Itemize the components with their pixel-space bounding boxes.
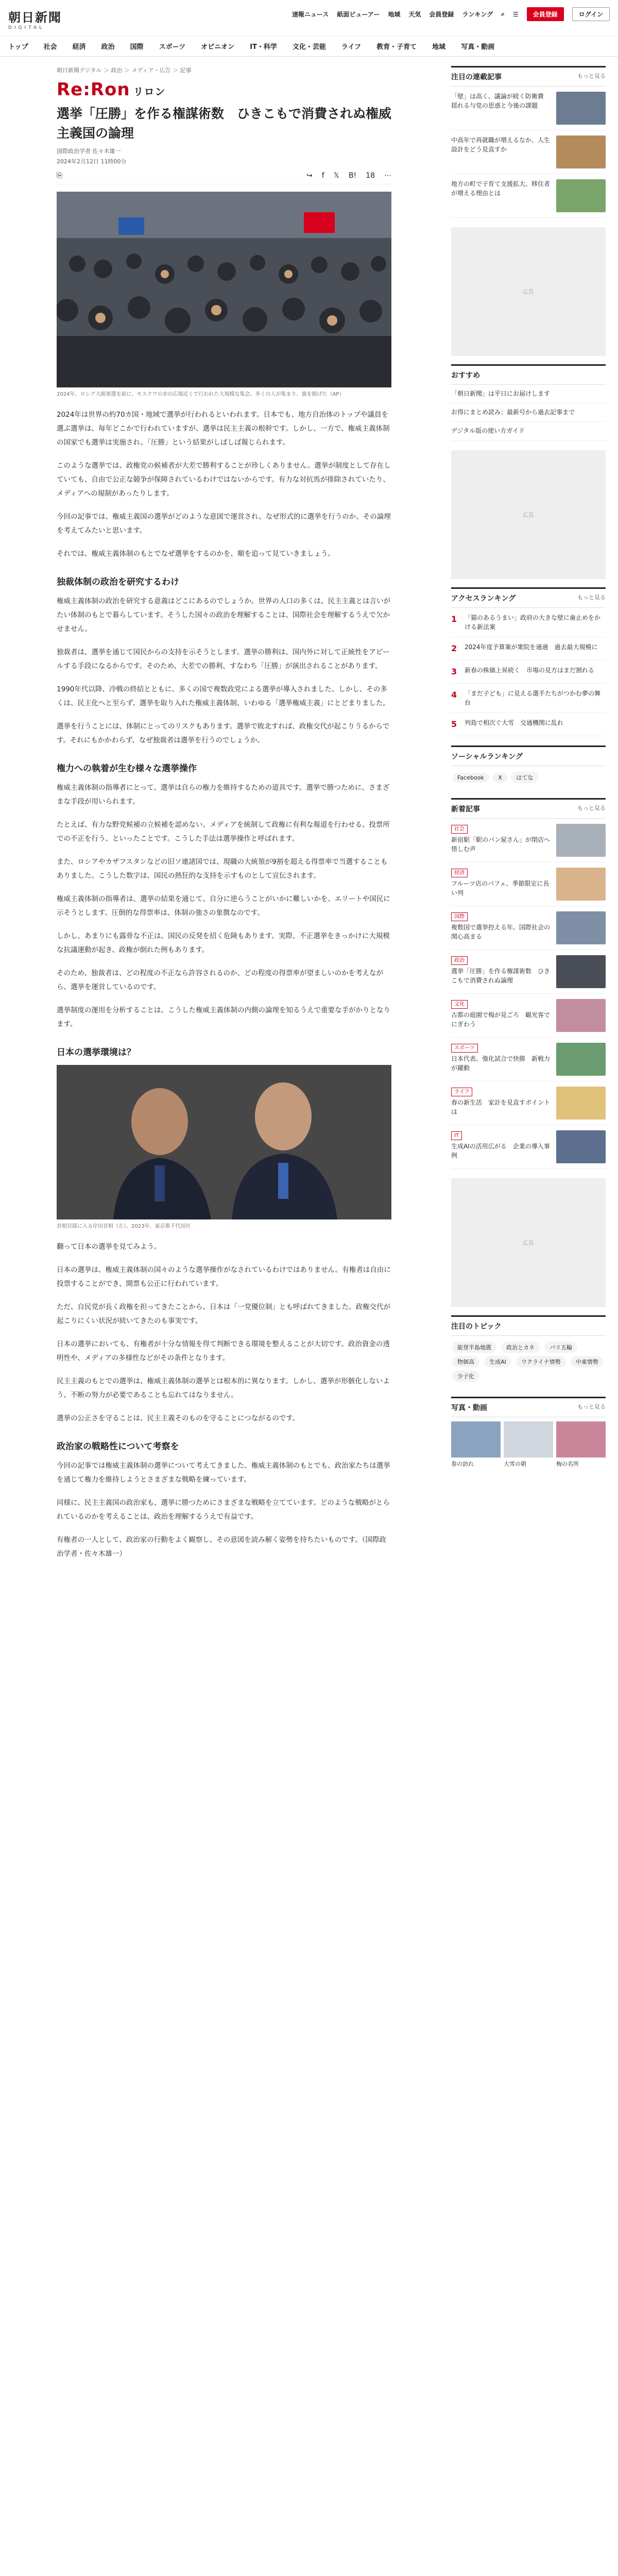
recommend-item[interactable]: 「朝日新聞」は平日にお届けします bbox=[451, 385, 606, 403]
breadcrumb[interactable]: 朝日新聞デジタル ＞ 政治 ＞ メディア・広告 ＞ 記事 bbox=[57, 67, 192, 74]
share-icon[interactable]: ↪ bbox=[306, 172, 313, 180]
menu-icon[interactable]: ☰ bbox=[512, 10, 519, 18]
site-logo[interactable] bbox=[8, 7, 70, 30]
paragraph: ただ、自民党が長く政権を担ってきたことから、日本は「一党優位制」とも呼ばれてきました。政権交代が起こりにくい状況が続いてきたのも事実です。 bbox=[57, 1303, 390, 1325]
paragraph: 民主主義のもとでの選挙は、権威主義体制の選挙とは根本的に異なります。しかし、選挙が形骸化しないよう、不断の努力が必要であることも忘れてはなりません。 bbox=[57, 1377, 390, 1399]
featured-header bbox=[451, 67, 606, 87]
rank-title: 「猫のあるうまい」政府の大きな壁に歯止めをかける新法案 bbox=[465, 614, 601, 631]
paragraph: そのため、独裁者は、どの程度の不正なら許容されるのか、どの程度の得票率が望ましいのかを考えながら、選挙を運営しているのです。 bbox=[57, 969, 383, 991]
paragraph: たとえば、有力な野党候補の立候補を認めない、メディアを統制して政権に有利な報道を行わせる、投票所での不正を行う、といったことです。こうした手法は選挙操作と呼ばれます。 bbox=[57, 821, 390, 843]
new-item-title: 古都の庭園で梅が見ごろ 観光客でにぎわう bbox=[451, 1011, 551, 1028]
rank-title: 新春の株価上昇続く 市場の見方はまだ割れる bbox=[465, 666, 595, 674]
topic-pill[interactable]: 能登半島地震 bbox=[452, 1342, 496, 1353]
topic-pill[interactable]: 少子化 bbox=[452, 1370, 479, 1382]
social-title: ソーシャルランキング bbox=[451, 752, 523, 761]
ad-slot[interactable]: 広告 bbox=[451, 1178, 606, 1307]
new-thumb bbox=[556, 999, 606, 1032]
featured-more-link[interactable]: もっと見る bbox=[577, 73, 606, 79]
new-tag: スポーツ bbox=[451, 1044, 478, 1053]
gnav-item[interactable]: スポーツ bbox=[159, 43, 186, 51]
topic-pill[interactable]: 生成AI bbox=[484, 1356, 511, 1367]
paragraph: 選挙を行うことには、体制にとってのリスクもあります。選挙で敗北すれば、政権交代が起こりうるからです。それにもかかわらず、なぜ独裁者は選挙を行うのでしょうか。 bbox=[57, 722, 390, 744]
topics-box bbox=[451, 1315, 606, 1387]
paragraph: 2024年は世界の約70カ国・地域で選挙が行われるといわれます。日本でも、地方自治体のトップや議員を選ぶ選挙は、毎年どこかで行われていますが、選挙は民主主義の根幹です。しかし、一方で、権威主義体制の国家でも選挙は実施され、「圧勝」という結果がしばしば報じられます。 bbox=[57, 411, 390, 447]
section-heading: 権力への執着が生む様々な選挙操作 bbox=[57, 764, 197, 774]
new-item-title: 春の新生活 家計を見直すポイントは bbox=[451, 1098, 551, 1115]
new-item[interactable] bbox=[451, 994, 606, 1038]
brand-sub: リロン bbox=[133, 86, 166, 98]
article-photo-2[interactable] bbox=[57, 1065, 391, 1219]
featured-thumb bbox=[556, 135, 606, 168]
article-main bbox=[57, 66, 391, 1570]
social-link-facebook[interactable]: Facebook bbox=[452, 773, 489, 783]
photo-card[interactable] bbox=[504, 1421, 553, 1468]
access-item[interactable] bbox=[451, 660, 606, 684]
top-link-viewer[interactable]: 紙面ビューアー bbox=[337, 11, 380, 18]
access-item[interactable] bbox=[451, 684, 606, 713]
new-item-title: 日本代表、強化試合で快勝 新戦力が躍動 bbox=[451, 1055, 551, 1072]
access-more-link[interactable]: もっと見る bbox=[577, 594, 606, 601]
rank-number: 2 bbox=[451, 643, 457, 653]
site-header bbox=[0, 0, 618, 57]
paragraph: また、ロシアやカザフスタンなどの旧ソ連諸国では、現職の大統領が9割を超える得票率で当選することもありました。こうした数字は、国民の熱狂的な支持を示すものとして宣伝されます。 bbox=[57, 858, 388, 880]
paragraph: しかし、あまりにも露骨な不正は、国民の反発を招く危険もあります。実際、不正選挙をきっかけに大規模な抗議運動が起き、政権が倒れた例もあります。 bbox=[57, 932, 390, 954]
new-tag: IT bbox=[451, 1131, 462, 1140]
new-thumb bbox=[556, 911, 606, 944]
paragraph: 翻って日本の選挙を見てみよう。 bbox=[57, 1243, 161, 1251]
social-link-hatena[interactable]: はてな bbox=[511, 772, 538, 783]
search-icon[interactable]: ⌕ bbox=[501, 10, 505, 18]
rank-number: 5 bbox=[451, 719, 457, 729]
photo-label: 大雪の朝 bbox=[504, 1460, 526, 1467]
featured-item[interactable] bbox=[451, 87, 606, 130]
subscribe-button[interactable]: 会員登録 bbox=[527, 7, 564, 21]
featured-title: 注目の連載記事 bbox=[451, 73, 502, 81]
section-heading: 政治家の戦略性について考察を bbox=[57, 1442, 179, 1452]
new-thumb bbox=[556, 824, 606, 857]
new-item[interactable] bbox=[451, 819, 606, 862]
new-thumb bbox=[556, 1043, 606, 1076]
gnav-item[interactable]: 国際 bbox=[130, 43, 144, 51]
paragraph: 今回の記事では、権威主義国の選挙がどのような意図で運営され、なぜ形式的に選挙を行うのか、その論理を考えてみたいと思います。 bbox=[57, 513, 391, 535]
byline-date: 2024年2月12日 11時00分 bbox=[57, 158, 127, 165]
photo-card[interactable] bbox=[451, 1421, 501, 1468]
paragraph: 権威主義体制の指導者は、選挙の結果を通じて、自分に逆らうことがいかに難しいかを、エリートや国民に示そうとします。圧倒的な得票率は、体制の強さの象徴なのです。 bbox=[57, 895, 390, 917]
gnav-item[interactable]: 教育・子育て bbox=[376, 43, 417, 51]
photo-title: 写真・動画 bbox=[451, 1403, 487, 1412]
photo-strip bbox=[451, 1417, 606, 1472]
new-tag: ライフ bbox=[451, 1088, 472, 1096]
new-item[interactable] bbox=[451, 862, 606, 906]
new-header bbox=[451, 800, 606, 819]
top-link-member[interactable]: 会員登録 bbox=[429, 11, 454, 18]
photo-caption: 2024年、ロシア大統領選を前に、モスクワの赤の広場近くで行われた大規模な集会。多くの人が集まり、旗を掲げた（AP） bbox=[57, 392, 345, 397]
paragraph: 同様に、民主主義国の政治家も、選挙に勝つためにさまざまな戦略を立てています。どのような戦略がとられているのかを考えることは、政治を理解するうえで有益です。 bbox=[57, 1499, 390, 1521]
access-item[interactable] bbox=[451, 637, 606, 660]
article-title: 選挙「圧勝」を作る権謀術数 ひきこもで消費されぬ権威主義国の論理 bbox=[57, 106, 392, 141]
section-heading: 独裁体制の政治を研究するわけ bbox=[57, 577, 179, 587]
featured-item-title: 「壁」は高く、議論が続く防衛費 揺れる与党の思惑と今後の課題 bbox=[451, 93, 550, 109]
social-header bbox=[451, 747, 606, 766]
paragraph: 1990年代以降、冷戦の終結とともに、多くの国で複数政党による選挙が導入されました。しかし、その多くは、民主化へと至らず、選挙を取り入れた権威主義体制、いわゆる「選挙権威主義」にとどまりました。 bbox=[57, 685, 390, 707]
new-tag: 国際 bbox=[451, 912, 468, 921]
photo-thumb bbox=[556, 1421, 606, 1458]
social-links bbox=[451, 766, 606, 789]
top-link-weather[interactable]: 天気 bbox=[408, 11, 421, 18]
new-thumb bbox=[556, 1130, 606, 1163]
section-heading: 日本の選挙環境は？ bbox=[57, 1047, 135, 1058]
logo-text: 朝日新聞 bbox=[8, 10, 62, 25]
crowd-image bbox=[57, 192, 391, 387]
social-ranking bbox=[451, 745, 606, 789]
photo-thumb bbox=[504, 1421, 553, 1458]
logo-sub: DIGITAL bbox=[8, 25, 45, 30]
top-link-region[interactable]: 地域 bbox=[388, 11, 401, 18]
access-header bbox=[451, 589, 606, 608]
gnav-item[interactable]: 地域 bbox=[432, 43, 446, 51]
recommend-box bbox=[451, 364, 606, 441]
top-nav bbox=[292, 7, 610, 21]
gnav-item[interactable]: ライフ bbox=[341, 43, 362, 51]
brand-name: Re:Ron bbox=[57, 79, 130, 100]
featured-item-title: 中高年で再就職が増えるなか、人生設計をどう見直すか bbox=[451, 137, 551, 153]
new-item[interactable] bbox=[451, 950, 606, 994]
topic-pill[interactable]: 政治とカネ bbox=[501, 1342, 540, 1353]
gnav-item[interactable]: 政治 bbox=[101, 43, 115, 51]
new-item-title: 新宿駅「駅のパン屋さん」が閉店へ 惜しむ声 bbox=[451, 836, 557, 853]
topics-list bbox=[451, 1336, 606, 1387]
gnav-item[interactable]: 社会 bbox=[43, 43, 57, 51]
byline-author: 国際政治学者 佐々木雄一 bbox=[57, 148, 121, 155]
hatena-icon[interactable]: B! bbox=[348, 172, 357, 180]
new-tag: 文化 bbox=[451, 1000, 468, 1009]
series-brand[interactable] bbox=[57, 79, 391, 100]
featured-thumb bbox=[556, 92, 606, 125]
paragraph: 独裁者は、選挙を通じて国民からの支持を示そうとします。選挙の勝利は、国内外に対して正統性をアピールする手段になるからです。そのため、大差での勝利、すなわち「圧勝」が演出されることがあります。 bbox=[57, 648, 390, 670]
access-item[interactable] bbox=[451, 713, 606, 736]
paragraph: それでは、権威主義体制のもとでなぜ選挙をするのかを、順を追って見ていきましょう。 bbox=[57, 550, 335, 558]
topic-pill[interactable]: パリ五輪 bbox=[544, 1342, 577, 1353]
new-more-link[interactable]: もっと見る bbox=[577, 804, 606, 811]
paragraph: 選挙制度の運用を分析することは、こうした権威主義体制の内側の論理を知るうえで重要な手がかりとなります。 bbox=[57, 1006, 390, 1028]
share-bar bbox=[57, 167, 391, 184]
ad-slot[interactable]: 広告 bbox=[451, 227, 606, 356]
paragraph: 有権者の一人として、政治家の行動をよく観察し、その意図を読み解く姿勢を持ちたいものです。（国際政治学者・佐々木雄一） bbox=[57, 1536, 386, 1558]
featured-series bbox=[451, 66, 606, 218]
paragraph: 権威主義体制の指導者にとって、選挙は自らの権力を維持するための道具です。選挙で勝つために、さまざまな手段が用いられます。 bbox=[57, 784, 390, 806]
new-tag: 政治 bbox=[451, 956, 468, 965]
more-icon[interactable]: ⋯ bbox=[384, 172, 391, 180]
photo-label: 春の訪れ bbox=[451, 1460, 474, 1467]
gnav-item[interactable]: オピニオン bbox=[201, 43, 235, 51]
access-item[interactable] bbox=[451, 608, 606, 637]
new-item-title: 選挙「圧勝」を作る権謀術数 ひきこもで消費されぬ論理 bbox=[451, 967, 551, 984]
paragraph: 権威主義体制の政治を研究する意義はどこにあるのでしょうか。世界の人口の多くは、民主主義とは言いがたい体制のもとで暮らしています。そうした国々の政治を理解することは、国際社会を理解するうえで欠かせません。 bbox=[57, 597, 390, 633]
access-ranking bbox=[451, 587, 606, 736]
new-tag: 経済 bbox=[451, 869, 468, 877]
social-link-x[interactable]: X bbox=[493, 773, 507, 783]
topic-pill[interactable]: 中東情勢 bbox=[571, 1356, 604, 1367]
gnav-item[interactable]: 経済 bbox=[72, 43, 86, 51]
gnav-item[interactable]: トップ bbox=[8, 43, 28, 51]
paragraph: 選挙の公正さを守ることは、民主主義そのものを守ることにつながるのです。 bbox=[57, 1414, 300, 1422]
new-item-title: 複数国で選挙控える年、国際社会の関心高まる bbox=[451, 923, 551, 940]
topics-header bbox=[451, 1317, 606, 1336]
topics-title: 注目のトピック bbox=[451, 1322, 502, 1331]
rank-title: 「まだ子ども」に見える選手たちがつかむ夢の舞台 bbox=[465, 689, 601, 706]
rank-number: 1 bbox=[451, 614, 457, 624]
gnav-item[interactable]: 写真・動画 bbox=[461, 43, 495, 51]
recommend-item[interactable]: デジタル版の使い方ガイド bbox=[451, 422, 606, 440]
new-tag: 社会 bbox=[451, 825, 468, 834]
featured-item[interactable] bbox=[451, 174, 606, 218]
paragraph: このような選挙では、政権党の候補者が大差で勝利することが珍しくありません。選挙が制度として存在していても、自由で公正な競争が保障されているわけではないからです。有力な対抗馬が排除されていたり、メディアへの規制があったりします。 bbox=[57, 462, 391, 498]
paragraph: 日本の選挙は、権威主義体制の国々のような選挙操作がなされているわけではありません。有権者は自由に投票することができ、開票も公正に行われています。 bbox=[57, 1266, 391, 1288]
new-item-title: フルーツ店のパフェ、季節限定に長い列 bbox=[451, 879, 550, 896]
new-item[interactable] bbox=[451, 1038, 606, 1081]
rank-number: 4 bbox=[451, 689, 457, 700]
new-thumb bbox=[556, 955, 606, 988]
gnav-item[interactable]: 文化・芸能 bbox=[292, 43, 326, 51]
gnav-item[interactable]: IT・科学 bbox=[250, 43, 277, 51]
photo-caption: 首相官邸に入る岸田首相（左）。2023年、東京都千代田区 bbox=[57, 1224, 191, 1229]
featured-item[interactable] bbox=[451, 130, 606, 174]
paragraph: 日本の選挙においても、有権者が十分な情報を得て判断できる環境を整えることが大切です。政治資金の透明性や、メディアの多様性などがその条件となります。 bbox=[57, 1340, 390, 1362]
sidebar bbox=[451, 66, 606, 1481]
hero-photo[interactable] bbox=[57, 192, 391, 387]
rank-number: 3 bbox=[451, 666, 457, 676]
new-thumb bbox=[556, 868, 606, 901]
share-count: 18 bbox=[366, 172, 375, 180]
login-button[interactable]: ログイン bbox=[572, 7, 610, 21]
access-title: アクセスランキング bbox=[451, 594, 516, 603]
topic-pill[interactable]: ウクライナ情勢 bbox=[516, 1356, 566, 1367]
new-item[interactable] bbox=[451, 1081, 606, 1125]
new-item[interactable] bbox=[451, 906, 606, 950]
photo-thumb bbox=[451, 1421, 501, 1458]
topic-pill[interactable]: 物価高 bbox=[452, 1356, 479, 1367]
new-articles bbox=[451, 798, 606, 1169]
new-thumb bbox=[556, 1087, 606, 1120]
recommend-title: おすすめ bbox=[451, 371, 480, 380]
photo-more-link[interactable]: もっと見る bbox=[577, 1403, 606, 1410]
recommend-item[interactable]: お得にまとめ読み：最新号から過去記事まで bbox=[451, 403, 606, 422]
photo-header bbox=[451, 1398, 606, 1417]
rank-title: 列島で相次ぐ大雪 交通機関に乱れ bbox=[465, 719, 564, 726]
recommend-header bbox=[451, 366, 606, 385]
photo-label: 梅の名所 bbox=[556, 1460, 579, 1467]
ad-slot[interactable]: 広告 bbox=[451, 450, 606, 579]
new-item[interactable] bbox=[451, 1125, 606, 1169]
top-link-ranking[interactable]: ランキング bbox=[462, 11, 493, 18]
paragraph: 今回の記事では権威主義体制の選挙について考えてきました。権威主義体制のもとでも、政治家たちは選挙を通じて権力を維持しようとさまざまな戦略を練っています。 bbox=[57, 1462, 390, 1484]
scrap-icon[interactable]: ⎘ bbox=[57, 172, 63, 180]
new-title: 新着記事 bbox=[451, 805, 480, 814]
featured-thumb bbox=[556, 179, 606, 212]
global-nav bbox=[0, 36, 618, 56]
photo-box bbox=[451, 1397, 606, 1472]
facebook-icon[interactable]: f bbox=[321, 172, 324, 180]
top-link-breaking[interactable]: 速報ニュース bbox=[291, 11, 329, 18]
featured-item-title: 地方の町で子育て支援拡大、移住者が増える理由とは bbox=[451, 180, 551, 197]
rank-title: 2024年度予算案が衆院を通過 過去最大規模に bbox=[465, 643, 598, 651]
new-item-title: 生成AIの活用広がる 企業の導入事例 bbox=[451, 1142, 550, 1159]
politicians-image bbox=[57, 1065, 391, 1219]
x-icon[interactable]: 𝕏 bbox=[333, 172, 339, 180]
photo-card[interactable] bbox=[556, 1421, 606, 1468]
